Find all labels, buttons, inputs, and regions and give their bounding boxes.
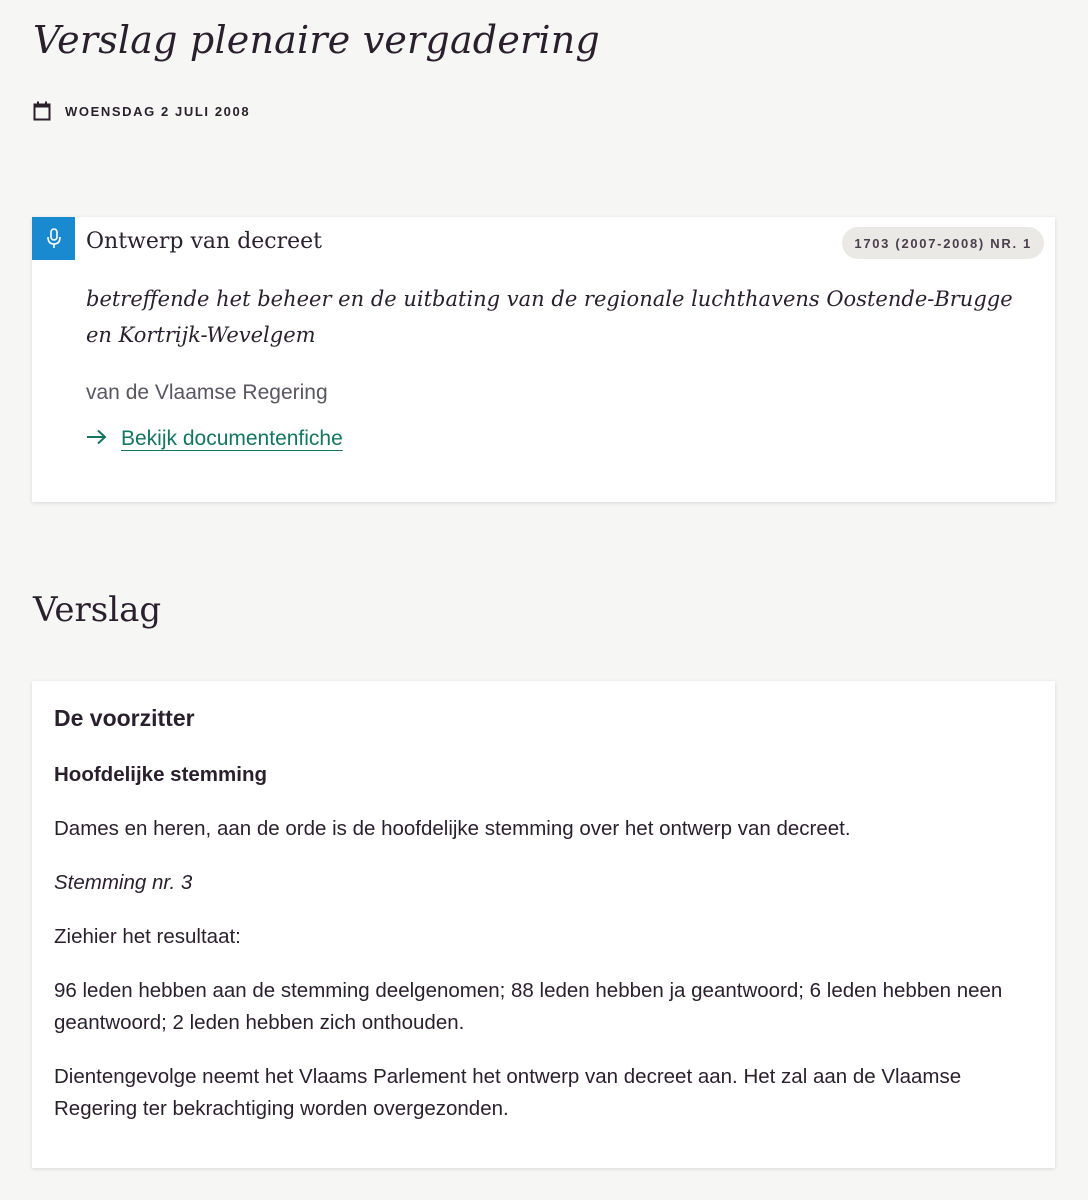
report-topic: Hoofdelijke stemming [54, 763, 268, 786]
result-intro: Ziehier het resultaat: [54, 925, 241, 948]
report-card [32, 681, 1055, 1168]
document-card [32, 217, 1055, 502]
arrow-right-icon [86, 429, 107, 450]
vote-result: 96 leden hebben aan de stemming deelgenomen; 88 leden hebben ja geantwoord; 6 leden hebben neen geantwoord; 2 leden hebben zich onthouden. [54, 979, 1003, 1034]
report-conclusion: Dientengevolge neemt het Vlaams Parlement het ontwerp van decreet aan. Het zal aan de Vlaamse Regering ter bekrachtiging worden overgezonden. [54, 1065, 962, 1120]
date-label: WOENSDAG 2 JULI 2008 [65, 103, 251, 119]
meeting-date [33, 101, 250, 121]
calendar-icon [33, 101, 51, 121]
document-subject: betreffende het beheer en de uitbating van de regionale luchthavens Oostende-Brugge en Kortrijk-Wevelgem [86, 287, 1013, 347]
document-type: Ontwerp van decreet [86, 229, 323, 254]
report-heading: Verslag [33, 590, 162, 630]
view-document-link[interactable]: Bekijk documentenfiche [121, 427, 343, 450]
document-link-row[interactable] [86, 427, 343, 451]
microphone-icon [32, 217, 75, 260]
vote-number: Stemming nr. 3 [54, 871, 193, 894]
document-number-badge: 1703 (2007-2008) NR. 1 [842, 227, 1044, 259]
page-title: Verslag plenaire vergadering [33, 18, 600, 62]
speaker-name: De voorzitter [54, 705, 195, 731]
document-author: van de Vlaamse Regering [86, 381, 328, 404]
report-intro: Dames en heren, aan de orde is de hoofdelijke stemming over het ontwerp van decreet. [54, 817, 851, 840]
